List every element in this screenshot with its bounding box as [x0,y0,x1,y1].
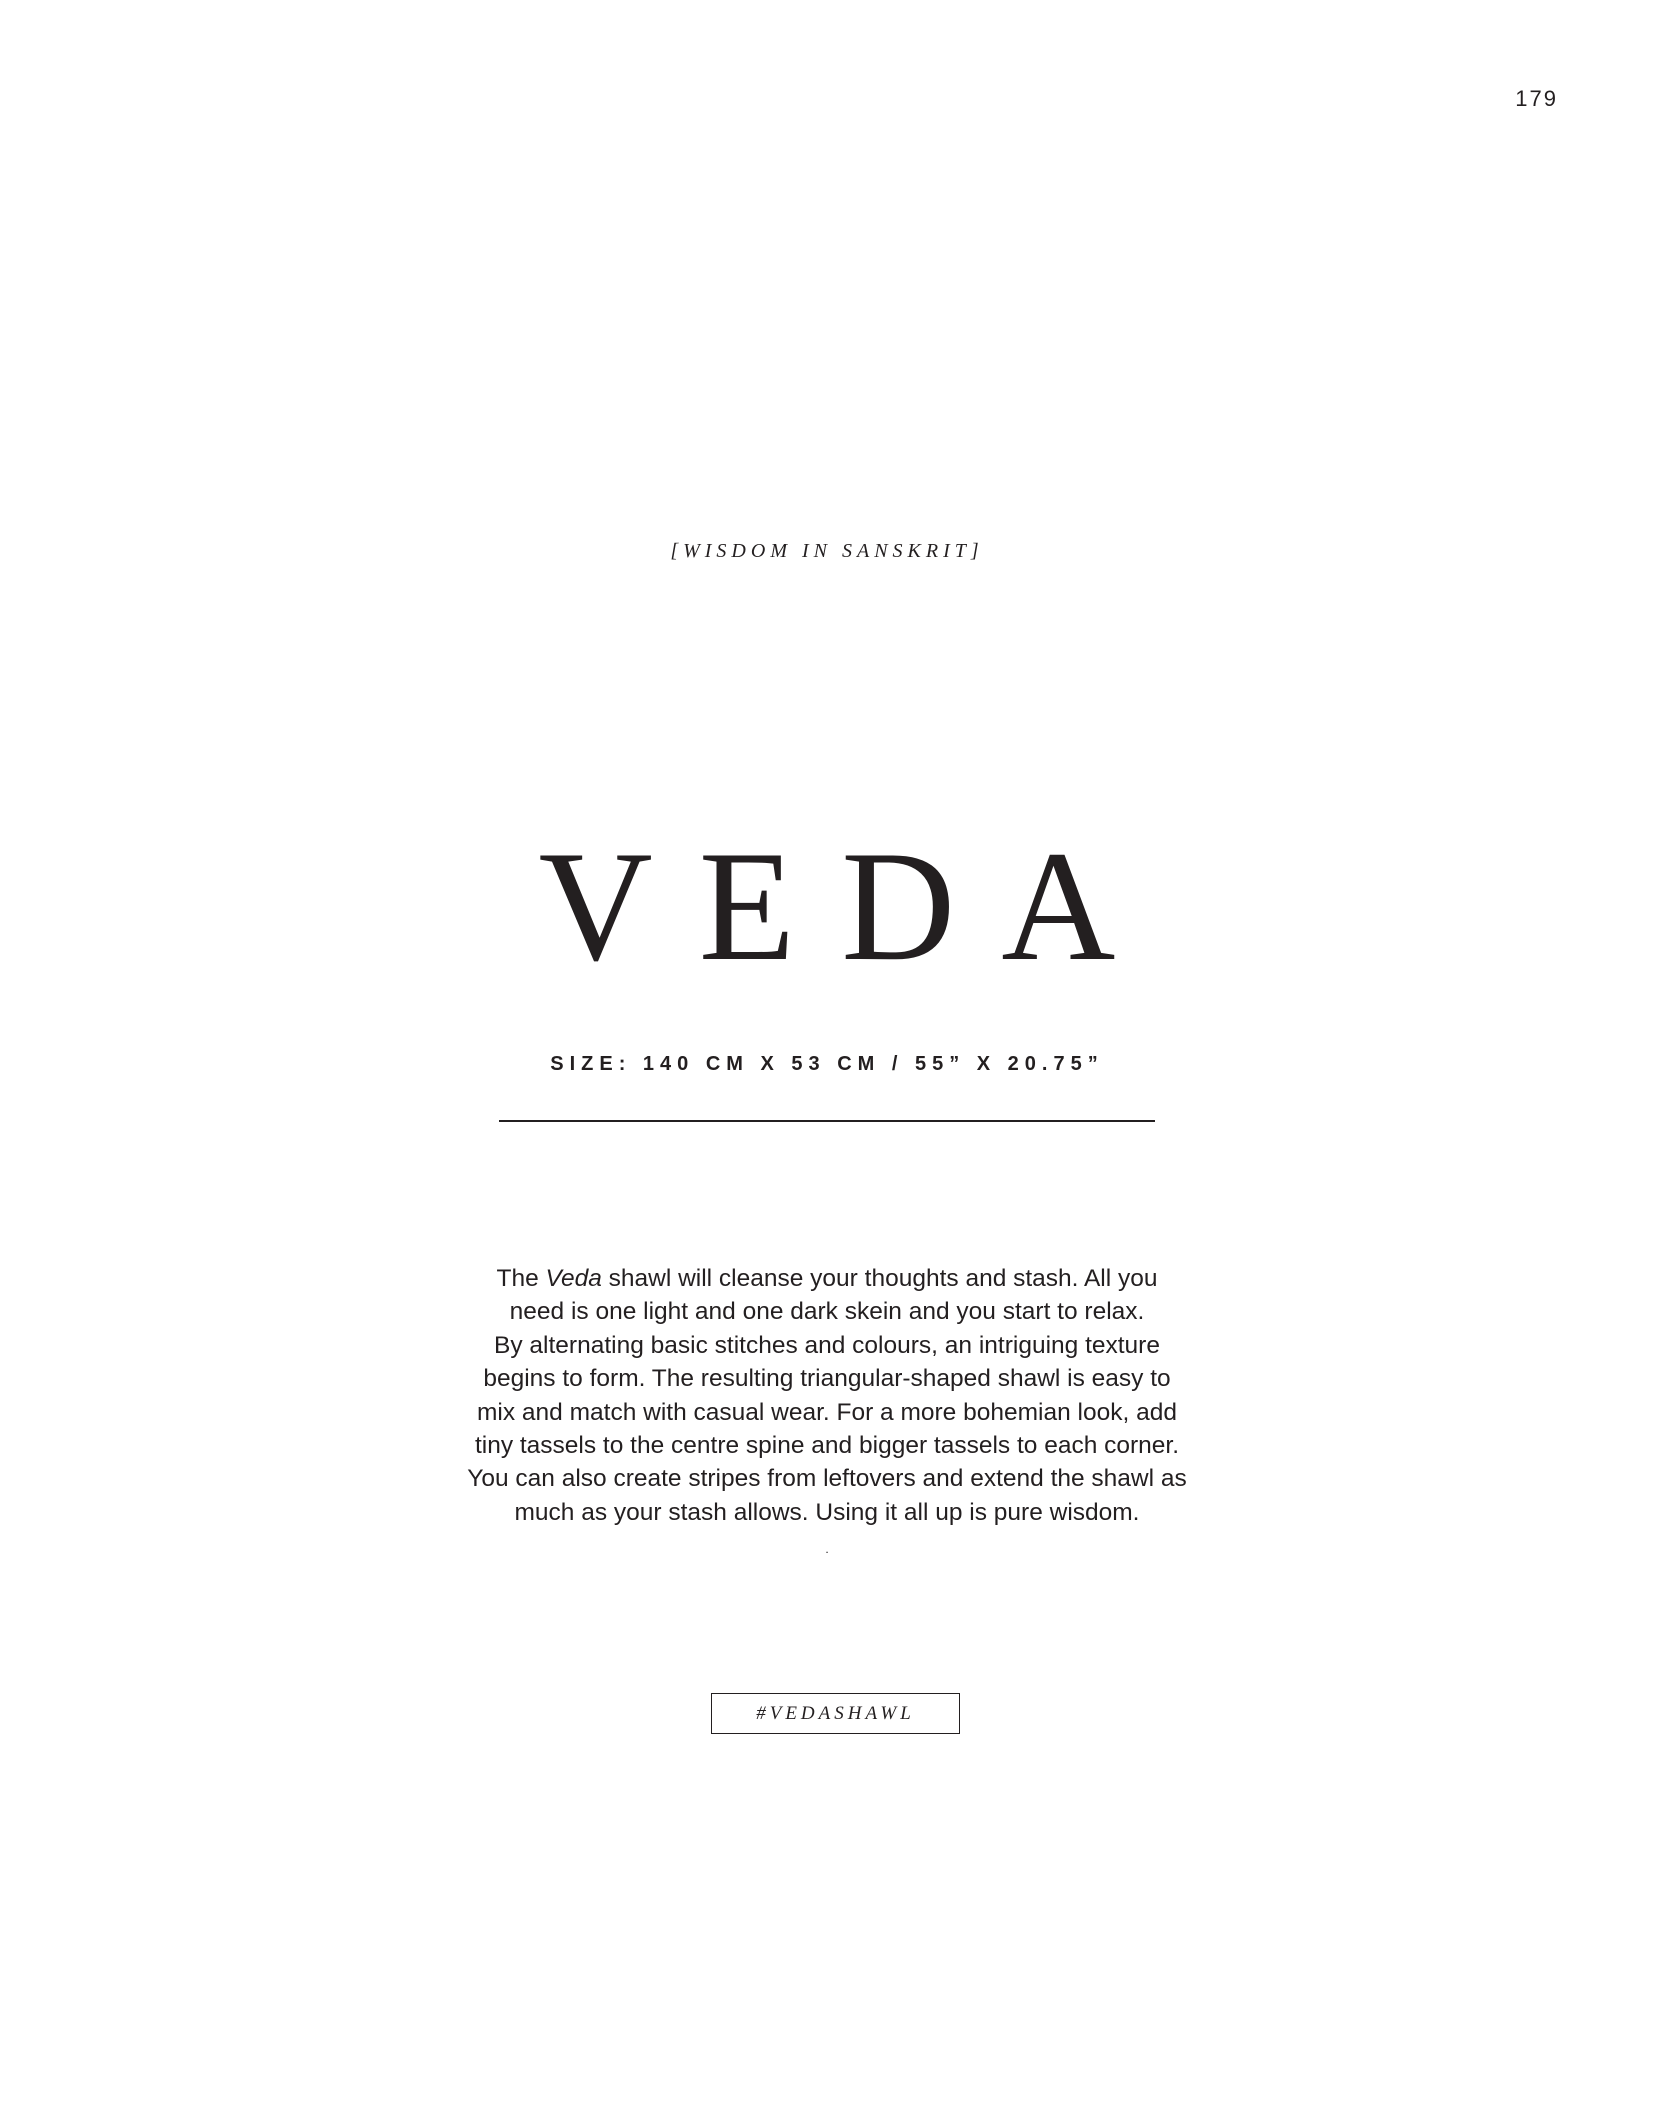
description-line: The Veda shawl will cleanse your thoughts and stash. All you [496,1265,1158,1292]
description-line: need is one light and one dark skein and you start to relax. [509,1298,1145,1326]
divider-rule [499,1120,1155,1122]
size-spec: SIZE: 140 CM X 53 CM / 55” X 20.75” [550,1053,1104,1075]
pattern-title: VEDA [538,818,1162,994]
description-line: much as your stash allows. Using it all up is pure wisdom. [514,1498,1140,1526]
hashtag-text: #VEDASHAWL [756,1702,915,1724]
page-number: 179 [1515,86,1558,111]
pattern-subtitle: [WISDOM IN SANSKRIT] [670,540,984,562]
trailing-mark: . [825,1542,829,1556]
hashtag-box [711,1693,960,1734]
description-line: begins to form. The resulting triangular-shaped shawl is easy to [483,1365,1171,1393]
description-line: mix and match with casual wear. For a more bohemian look, add [477,1398,1177,1426]
pattern-description [437,1262,1217,1529]
description-line: tiny tassels to the centre spine and bigger tassels to each corner. [474,1432,1180,1460]
description-line: By alternating basic stitches and colours, an intriguing texture [494,1331,1160,1359]
pattern-name-italic: Veda [545,1265,602,1292]
description-line: You can also create stripes from leftovers and extend the shawl as [467,1465,1187,1493]
